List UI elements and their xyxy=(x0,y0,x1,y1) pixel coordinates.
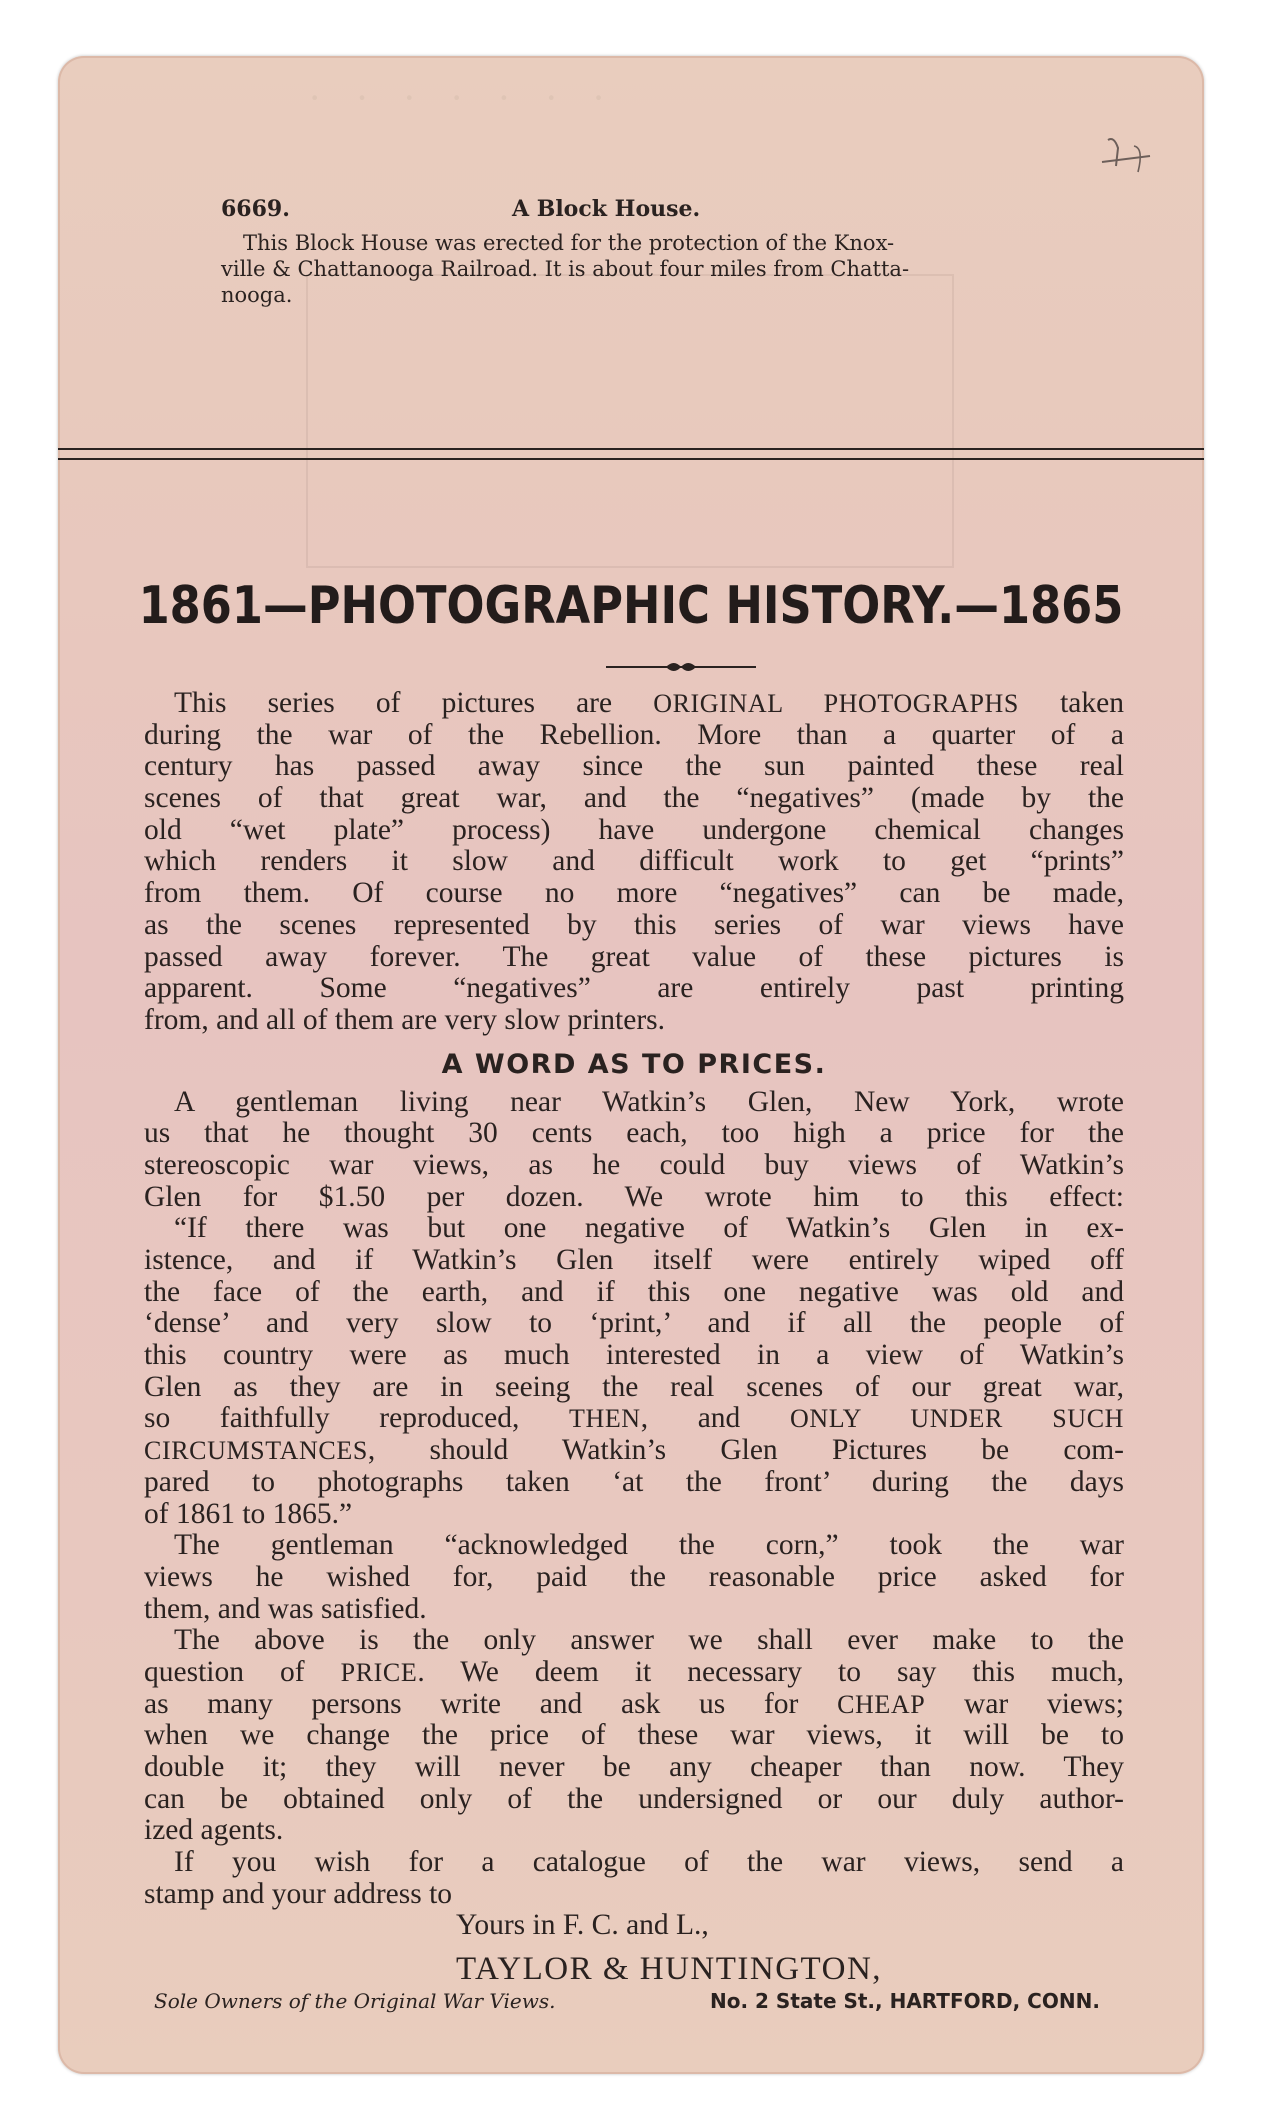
prices-line: them, and was satisfied. xyxy=(144,1592,427,1625)
prices-line: views he wished for, paid the reasonable price asked for xyxy=(144,1560,1124,1593)
emphasis-original-photographs: ORIGINAL PHOTOGRAPHS xyxy=(653,689,1019,718)
publisher-name: TAYLOR & HUNTINGTON, xyxy=(455,1951,883,1988)
prices-heading: A WORD AS TO PRICES. xyxy=(441,1048,827,1080)
intro-line: which renders it slow and difficult work to get “prints” xyxy=(144,845,1124,878)
view-number: 6669. xyxy=(221,196,290,222)
prices-line: stereoscopic war views, as he could buy views of Watkin’s xyxy=(144,1148,1124,1181)
stereoview-card-back xyxy=(58,56,1204,2074)
intro-line: passed away forever. The great value of these pictures is xyxy=(144,940,1124,973)
pencil-mark-icon xyxy=(1094,126,1164,186)
prices-line: stamp and your address to xyxy=(144,1877,453,1910)
intro-line: old “wet plate” process) have undergone chemical changes xyxy=(144,813,1124,846)
intro-line: apparent. Some “negatives” are entirely past printing xyxy=(144,972,1124,1005)
view-title: A Block House. xyxy=(512,196,701,222)
prices-line: when we change the price of these war views, it will be to xyxy=(144,1719,1124,1752)
ornament-divider-icon xyxy=(606,659,756,675)
intro-line: century has passed away since the sun painted these real xyxy=(144,750,1124,783)
emphasis-then: THEN xyxy=(568,1404,641,1434)
prices-line: as many persons write and ask us for CHEAP war views; xyxy=(144,1687,1124,1720)
signoff: Yours in F. C. and L., xyxy=(456,1909,709,1942)
prices-line: the face of the earth, and if this one negative was old and xyxy=(144,1275,1124,1308)
view-caption-text xyxy=(221,230,1101,308)
divider-rule-bottom xyxy=(58,458,1204,460)
emphasis-cheap: CHEAP xyxy=(837,1689,926,1719)
prices-line: ized agents. xyxy=(144,1814,284,1847)
caption-line: nooga. xyxy=(221,283,293,307)
divider-rule-top xyxy=(58,448,1204,450)
view-caption-header xyxy=(58,196,1204,226)
caption-line: ville & Chattanooga Railroad. It is about four miles from Chatta- xyxy=(221,257,910,281)
prices-line: The gentleman “acknowledged the corn,” took the war xyxy=(174,1529,1124,1562)
prices-line: Glen for $1.50 per dozen. We wrote him to this effect: xyxy=(144,1180,1124,1213)
intro-line: from, and all of them are very slow printers. xyxy=(144,1003,666,1036)
prices-line: double it; they will never be any cheaper than now. They xyxy=(144,1751,1124,1783)
caption-line: This Block House was erected for the protection of the Knox- xyxy=(243,231,895,255)
intro-line: This series of pictures are ORIGINAL PHOTOGRAPHS taken xyxy=(174,687,1124,719)
prices-line: “If there was but one negative of Watkin’s Glen in ex- xyxy=(174,1212,1124,1245)
intro-line: scenes of that great war, and the “negatives” (made by the xyxy=(144,782,1124,815)
prices-line: this country were as much interested in a view of Watkin’s xyxy=(144,1339,1124,1372)
emphasis-only-under-such: ONLY UNDER SUCH xyxy=(789,1404,1125,1434)
prices-line: Glen as they are in seeing the real scenes of our great war, xyxy=(144,1370,1124,1403)
prices-line: A gentleman living near Watkin’s Glen, New York, wrote xyxy=(174,1085,1124,1118)
prices-line: can be obtained only of the undersigned or our duly author- xyxy=(144,1782,1124,1815)
prices-line: pared to photographs taken ‘at the front’ during the days xyxy=(144,1465,1124,1498)
intro-line: during the war of the Rebellion. More than a quarter of a xyxy=(144,718,1124,751)
prices-line: so faithfully reproduced, THEN, and ONLY UNDER SUCH xyxy=(144,1402,1125,1435)
prices-line: of 1861 to 1865.” xyxy=(144,1497,353,1530)
emphasis-price: PRICE xyxy=(340,1657,418,1687)
footer-address: No. 2 State St., HARTFORD, CONN. xyxy=(710,1989,1100,2013)
prices-line: us that he thought 30 cents each, too high a price for the xyxy=(144,1117,1124,1150)
footer xyxy=(58,1989,1204,2019)
footer-ownership: Sole Owners of the Original War Views. xyxy=(154,1989,556,2013)
prices-line: ‘dense’ and very slow to ‘print,’ and if all the people of xyxy=(144,1307,1124,1340)
prices-line: CIRCUMSTANCES, should Watkin’s Glen Pictures be com- xyxy=(144,1434,1124,1467)
prices-line: question of PRICE. We deem it necessary to say this much, xyxy=(144,1655,1124,1688)
page-title: 1861—PHOTOGRAPHIC HISTORY.—1865 xyxy=(138,576,1124,636)
intro-line: as the scenes represented by this series of war views have xyxy=(144,908,1124,941)
intro-line: from them. Of course no more “negatives” can be made, xyxy=(144,877,1124,910)
emphasis-circumstances: CIRCUMSTANCES xyxy=(144,1436,368,1466)
history-body xyxy=(144,688,1124,1994)
faint-pencil-marks: · · · · · · · xyxy=(308,75,618,120)
prices-line: The above is the only answer we shall ever make to the xyxy=(174,1624,1124,1657)
prices-line: istence, and if Watkin’s Glen itself were entirely wiped off xyxy=(144,1244,1124,1276)
plate-impression xyxy=(306,274,954,568)
prices-line: If you wish for a catalogue of the war views, send a xyxy=(174,1846,1124,1879)
